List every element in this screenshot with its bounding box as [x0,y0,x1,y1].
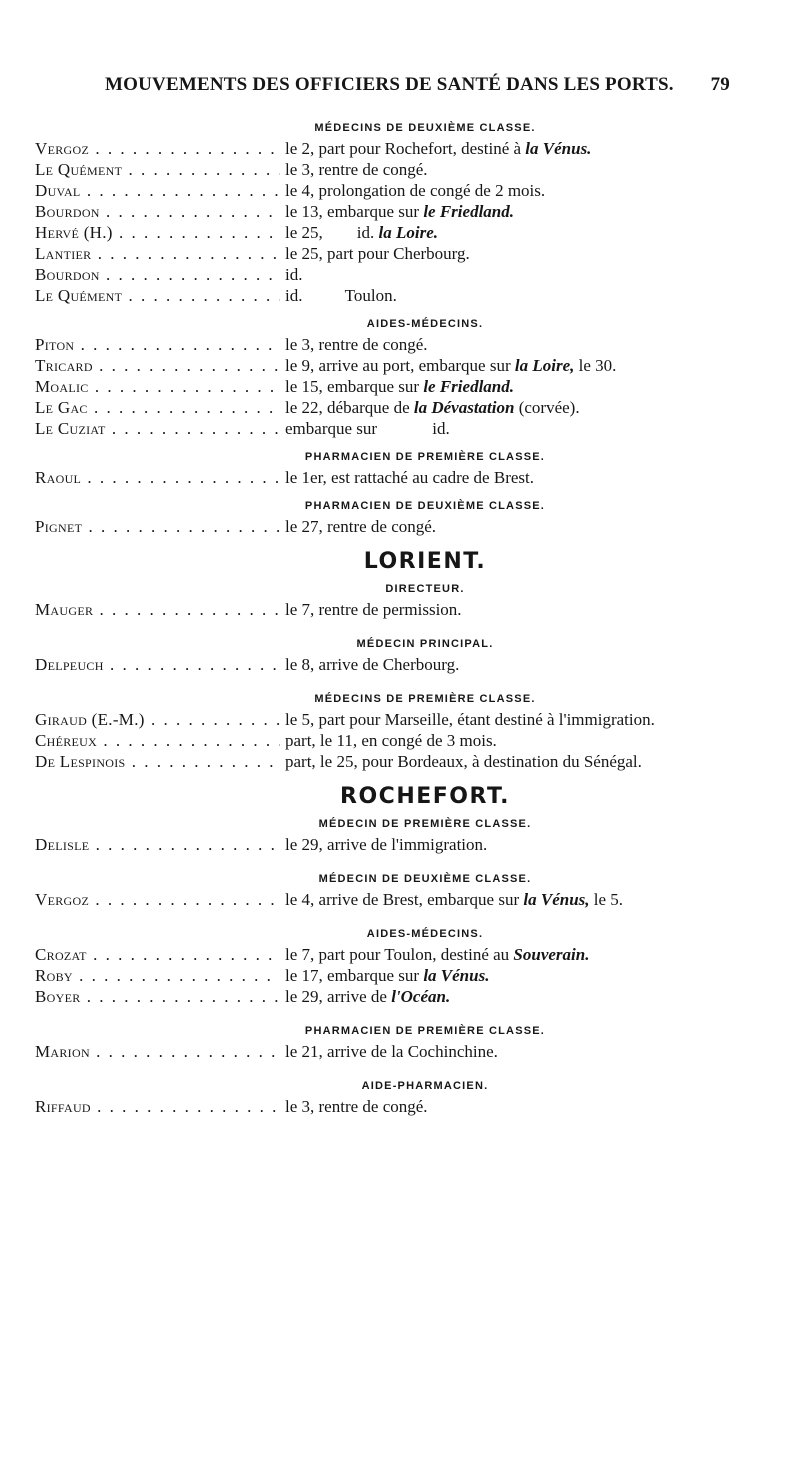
officer-name: Vergoz . . . [35,138,280,159]
section-title: MÉDECINS DE DEUXIÈME CLASSE. [314,122,536,134]
list-item [35,986,775,1007]
movement-detail [285,376,775,397]
movement-detail [285,222,775,243]
detail-text: part, le 25, pour Bordeaux, à destination du Sénégal. [285,752,642,771]
list-item [35,654,775,675]
section-title: PHARMACIEN DE PREMIÈRE CLASSE. [304,1025,546,1037]
movement-detail [285,751,775,772]
officer-name: Bourdon . . . [35,201,280,222]
page-content [35,118,775,1117]
officer-name: Raoul . . . [35,467,280,488]
detail-suffix: le 30. [578,356,617,375]
movement-detail [285,709,775,730]
officer-name: Giraud (E.-M.) . . . [35,709,280,730]
port-title-rochefort: ROCHEFORT. [340,784,510,809]
entry-list [35,1096,775,1117]
ship-name: Souverain. [513,945,590,964]
detail-text: le 9, arrive au port, embarque sur [285,356,511,375]
detail-text: le 2, part pour Rochefort, destiné à [285,139,522,158]
officer-name: Le Quément . . . [35,285,280,306]
officer-name: Le Quément . . . [35,159,280,180]
detail-text: le 1er, est rattaché au cadre de Brest. [285,468,534,487]
list-item [35,222,775,243]
section-title: MÉDECIN DE PREMIÈRE CLASSE. [318,818,532,830]
officer-name: Le Gac . . . [35,397,280,418]
officer-name: Lantier . . . [35,243,280,264]
detail-text: le 7, rentre de permission. [285,600,462,619]
officer-name: Tricard . . . [35,355,280,376]
detail-text: le 29, arrive de [285,987,387,1006]
list-item [35,180,775,201]
section-title: DIRECTEUR. [385,583,465,595]
entry-list [35,516,775,537]
movement-detail [285,889,775,910]
entry-list [35,834,775,855]
detail-suffix: le 5. [593,890,624,909]
entry-list [35,599,775,620]
detail-text: le 27, rentre de congé. [285,517,437,536]
section-title: AIDES-MÉDECINS. [366,318,484,330]
officer-name: Crozat . . . [35,944,280,965]
movement-detail [285,1096,775,1117]
list-item [35,138,775,159]
officer-name: Piton . . . [35,334,280,355]
detail-text: le 3, rentre de congé. [285,1097,428,1116]
detail-text: le 25, id. [285,223,375,242]
movement-detail [285,1041,775,1062]
list-item [35,1041,775,1062]
list-item [35,599,775,620]
page-number: 79 [710,74,730,95]
officer-name: Boyer . . . [35,986,280,1007]
list-item [35,355,775,376]
officer-name: Mauger . . . [35,599,280,620]
movement-detail [285,180,775,201]
officer-name: Pignet . . . [35,516,280,537]
movement-detail [285,138,775,159]
page-title: MOUVEMENTS DES OFFICIERS DE SANTÉ DANS LES PORTS. [105,74,674,95]
list-item [35,159,775,180]
movement-detail [285,201,775,222]
movement-detail [285,730,775,751]
detail-text: le 5, part pour Marseille, étant destiné à l'immigration. [285,710,655,729]
movement-detail [285,599,775,620]
officer-name: Moalic . . . [35,376,280,397]
detail-text: le 25, part pour Cherbourg. [285,244,470,263]
ship-name: l'Océan. [391,987,451,1006]
officer-name: De Lespinois . . . [35,751,280,772]
list-item [35,965,775,986]
entry-list [35,944,775,1007]
entry-list [35,467,775,488]
movement-detail [285,654,775,675]
movement-detail [285,159,775,180]
detail-text: le 4, arrive de Brest, embarque sur [285,890,520,909]
list-item [35,376,775,397]
entry-list [35,709,775,772]
detail-text: id. Toulon. [285,286,397,305]
movement-detail [285,834,775,855]
movement-detail [285,334,775,355]
detail-text: le 7, part pour Toulon, destiné au [285,945,510,964]
section-title: MÉDECINS DE PREMIÈRE CLASSE. [314,693,536,705]
ship-name: la Vénus. [525,139,592,158]
list-item [35,467,775,488]
detail-text: le 4, prolongation de congé de 2 mois. [285,181,546,200]
officer-name: Chéreux . . . [35,730,280,751]
movement-detail [285,397,775,418]
list-item [35,944,775,965]
list-item [35,264,775,285]
detail-text: le 17, embarque sur [285,966,420,985]
movement-detail [285,264,775,285]
ship-name: le Friedland. [423,377,514,396]
list-item [35,334,775,355]
detail-text: le 3, rentre de congé. [285,335,428,354]
officer-name: Hervé (H.) . . . [35,222,280,243]
detail-text: le 29, arrive de l'immigration. [285,835,488,854]
movement-detail [285,355,775,376]
list-item [35,751,775,772]
list-item [35,709,775,730]
officer-name: Marion . . . [35,1041,280,1062]
detail-text: embarque sur id. [285,419,450,438]
list-item [35,397,775,418]
detail-text: le 21, arrive de la Cochinchine. [285,1042,498,1061]
officer-name: Vergoz . . . [35,889,280,910]
list-item [35,834,775,855]
detail-text: le 15, embarque sur [285,377,420,396]
entry-list [35,654,775,675]
ship-name: la Loire. [378,223,438,242]
ship-name: la Dévastation [413,398,515,417]
section-title: PHARMACIEN DE DEUXIÈME CLASSE. [304,500,546,512]
officer-name: Duval . . . [35,180,280,201]
section-title: AIDES-MÉDECINS. [366,928,484,940]
section-title: MÉDECIN DE DEUXIÈME CLASSE. [318,873,532,885]
movement-detail [285,986,775,1007]
list-item [35,730,775,751]
port-title-lorient: LORIENT. [363,549,487,574]
list-item [35,285,775,306]
section-title: MÉDECIN PRINCIPAL. [356,638,494,650]
ship-name: le Friedland. [423,202,514,221]
list-item [35,889,775,910]
officer-name: Riffaud . . . [35,1096,280,1117]
ship-name: la Loire, [514,356,575,375]
detail-suffix: (corvée). [518,398,580,417]
list-item [35,243,775,264]
detail-text: le 8, arrive de Cherbourg. [285,655,460,674]
list-item [35,1096,775,1117]
movement-detail [285,418,775,439]
list-item [35,516,775,537]
officer-name: Delpeuch . . . [35,654,280,675]
officer-name: Le Cuziat . . . [35,418,280,439]
officer-name: Delisle . . . [35,834,280,855]
section-title: PHARMACIEN DE PREMIÈRE CLASSE. [304,451,546,463]
movement-detail [285,243,775,264]
movement-detail [285,285,775,306]
officer-name: Bourdon . . . [35,264,280,285]
list-item [35,201,775,222]
ship-name: la Vénus, [523,890,590,909]
movement-detail [285,944,775,965]
detail-text: le 3, rentre de congé. [285,160,428,179]
entry-list [35,334,775,439]
detail-text: id. [285,265,303,284]
page-header [105,74,730,96]
ship-name: la Vénus. [423,966,490,985]
entry-list [35,1041,775,1062]
section-title: AIDE-PHARMACIEN. [361,1080,489,1092]
officer-name: Roby . . . [35,965,280,986]
movement-detail [285,467,775,488]
detail-text: le 13, embarque sur [285,202,420,221]
detail-text: part, le 11, en congé de 3 mois. [285,731,497,750]
detail-text: le 22, débarque de [285,398,410,417]
movement-detail [285,965,775,986]
movement-detail [285,516,775,537]
entry-list [35,138,775,306]
list-item [35,418,775,439]
entry-list [35,889,775,910]
